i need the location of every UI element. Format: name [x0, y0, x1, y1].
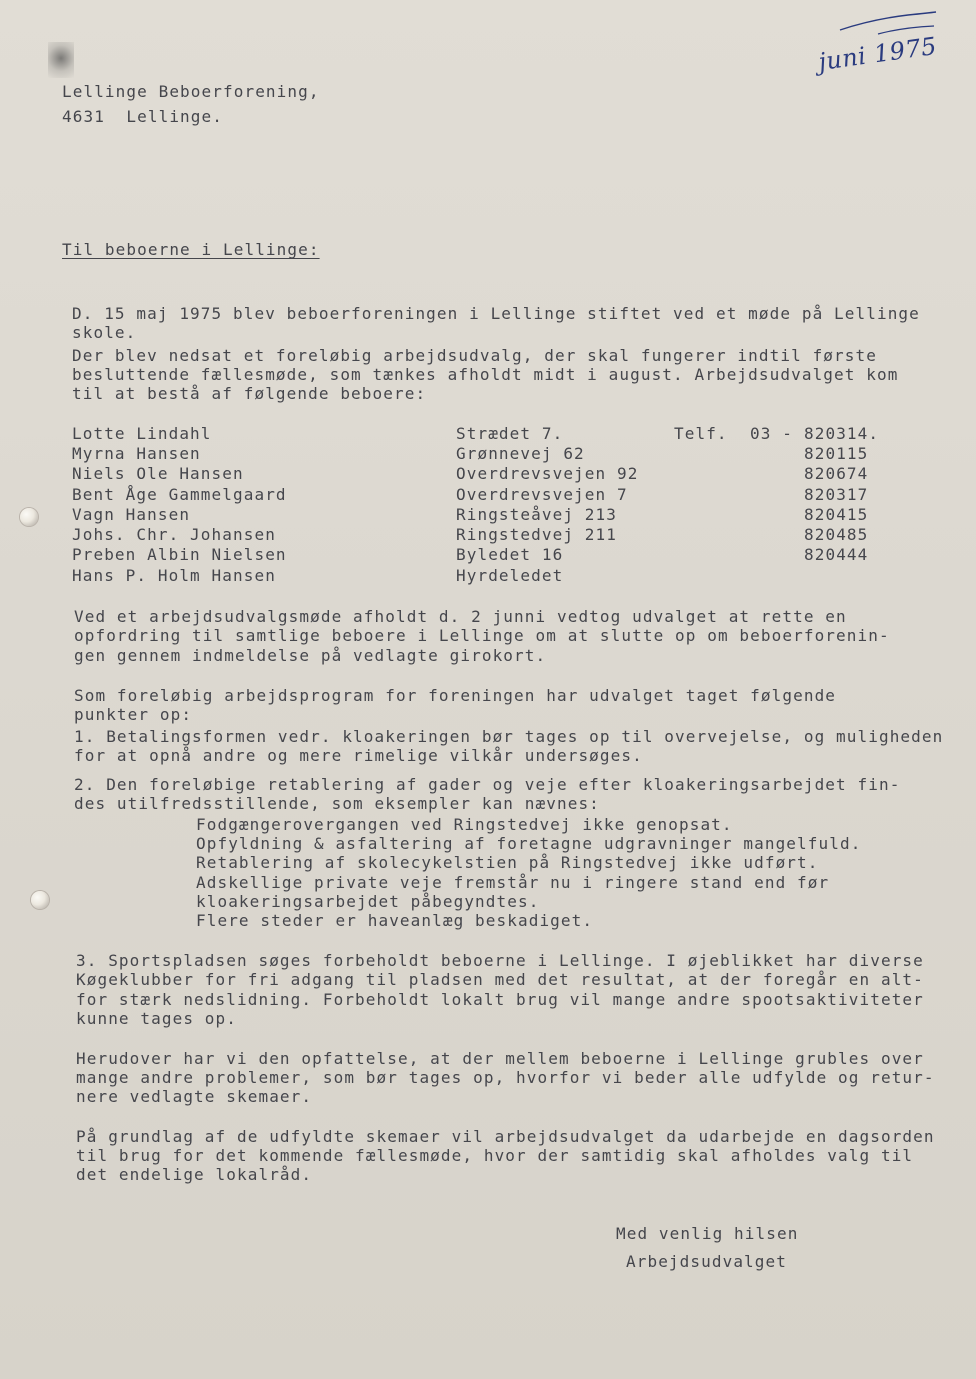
handwritten-date-note: juni 1975 [816, 31, 939, 77]
member-phone: 820485 [804, 525, 869, 544]
paragraph-line: opfordring til samtlige beboere i Lellinge om at slutte op om beboerforenin- [74, 626, 890, 645]
member-name: Johs. Chr. Johansen [72, 525, 276, 544]
paragraph-line: På grundlag af de udfyldte skemaer vil arbejdsudvalget da udarbejde en dagsorden [76, 1127, 935, 1146]
paragraph-line: skole. [72, 323, 137, 342]
member-row [72, 525, 892, 545]
paragraph-line: gen gennem indmeldelse på vedlagte girokort. [74, 646, 547, 665]
signature: Arbejdsudvalget [626, 1252, 787, 1271]
point-line: 2. Den foreløbige retablering af gader og veje efter kloakeringsarbejdet fin- [74, 775, 901, 794]
example-item: kloakeringsarbejdet påbegyndtes. [196, 892, 540, 911]
org-address: 4631 Lellinge. [62, 107, 223, 126]
member-row [72, 566, 892, 586]
paragraph-line: mange andre problemer, som bør tages op, hvorfor vi beder alle udfylde og retur- [76, 1068, 935, 1087]
member-name: Hans P. Holm Hansen [72, 566, 276, 585]
example-item: Adskellige private veje fremstår nu i ringere stand end før [196, 873, 830, 892]
member-address: Grønnevej 62 [456, 444, 585, 463]
paragraph-line: Der blev nedsat et foreløbig arbejdsudvalg, der skal fungerer indtil første [72, 346, 877, 365]
member-row [72, 444, 892, 464]
member-address: Byledet 16 [456, 545, 564, 564]
paragraph-line: det endelige lokalråd. [76, 1165, 313, 1184]
point-line: Køgeklubber for fri adgang til pladsen med det resultat, at der foregår en alt- [76, 970, 924, 989]
member-address: Hyrdeledet [456, 566, 564, 585]
paragraph-line: D. 15 maj 1975 blev beboerforeningen i Lellinge stiftet ved et møde på Lellinge [72, 304, 920, 323]
paragraph-line: nere vedlagte skemaer. [76, 1087, 313, 1106]
paragraph-line: til at bestå af følgende beboere: [72, 384, 427, 403]
member-name: Lotte Lindahl [72, 424, 212, 443]
member-address: Ringstedvej 211 [456, 525, 617, 544]
member-address: Strædet 7. [456, 424, 564, 443]
member-address: Ringsteåvej 213 [456, 505, 617, 524]
ink-stain [48, 42, 74, 78]
member-row [72, 545, 892, 565]
example-item: Flere steder er haveanlæg beskadiget. [196, 911, 594, 930]
org-name: Lellinge Beboerforening, [62, 82, 320, 101]
phone-prefix: 03 - [750, 424, 793, 443]
paragraph-line: til brug for det kommende fællesmøde, hvor der samtidig skal afholdes valg til [76, 1146, 914, 1165]
member-phone: 820115 [804, 444, 869, 463]
member-phone: 820317 [804, 485, 869, 504]
member-name: Vagn Hansen [72, 505, 191, 524]
paragraph-line: besluttende fællesmøde, som tænkes afholdt midt i august. Arbejdsudvalget kom [72, 365, 899, 384]
member-address: Overdrevsvejen 92 [456, 464, 639, 483]
paragraph-line: Herudover har vi den opfattelse, at der mellem beboerne i Lellinge grubles over [76, 1049, 924, 1068]
point-line: 1. Betalingsformen vedr. kloakeringen bør tages op til overvejelse, og muligheden [74, 727, 944, 746]
salutation: Til beboerne i Lellinge: [62, 240, 320, 259]
member-phone: 820674 [804, 464, 869, 483]
punch-hole [31, 891, 49, 909]
example-item: Fodgængerovergangen ved Ringstedvej ikke genopsat. [196, 815, 733, 834]
phone-label: Telf. [674, 424, 728, 443]
example-item: Retablering af skolecykelstien på Ringstedvej ikke udført. [196, 853, 819, 872]
point-line: kunne tages op. [76, 1009, 237, 1028]
member-name: Bent Åge Gammelgaard [72, 485, 287, 504]
punch-hole [20, 508, 38, 526]
paragraph-line: Ved et arbejdsudvalgsmøde afholdt d. 2 junni vedtog udvalget at rette en [74, 607, 847, 626]
member-row [72, 485, 892, 505]
point-line: for at opnå andre og mere rimelige vilkår undersøges. [74, 746, 643, 765]
closing: Med venlig hilsen [616, 1224, 799, 1243]
member-row [72, 505, 892, 525]
paragraph-line: Som foreløbig arbejdsprogram for foreningen har udvalget taget følgende [74, 686, 837, 705]
member-phone: 820444 [804, 545, 869, 564]
member-name: Myrna Hansen [72, 444, 201, 463]
point-line: des utilfredsstillende, som eksempler kan nævnes: [74, 794, 600, 813]
point-line: 3. Sportspladsen søges forbeholdt beboerne i Lellinge. I øjeblikket har diverse [76, 951, 924, 970]
paragraph-line: punkter op: [74, 705, 193, 724]
member-phone: 820415 [804, 505, 869, 524]
member-row [72, 464, 892, 484]
member-address: Overdrevsvejen 7 [456, 485, 628, 504]
member-name: Niels Ole Hansen [72, 464, 244, 483]
member-name: Preben Albin Nielsen [72, 545, 287, 564]
member-phone: 820314. [804, 424, 880, 443]
example-item: Opfyldning & asfaltering af foretagne udgravninger mangelfuld. [196, 834, 862, 853]
member-row [72, 424, 892, 444]
point-line: for stærk nedslidning. Forbeholdt lokalt brug vil mange andre spootsaktiviteter [76, 990, 924, 1009]
